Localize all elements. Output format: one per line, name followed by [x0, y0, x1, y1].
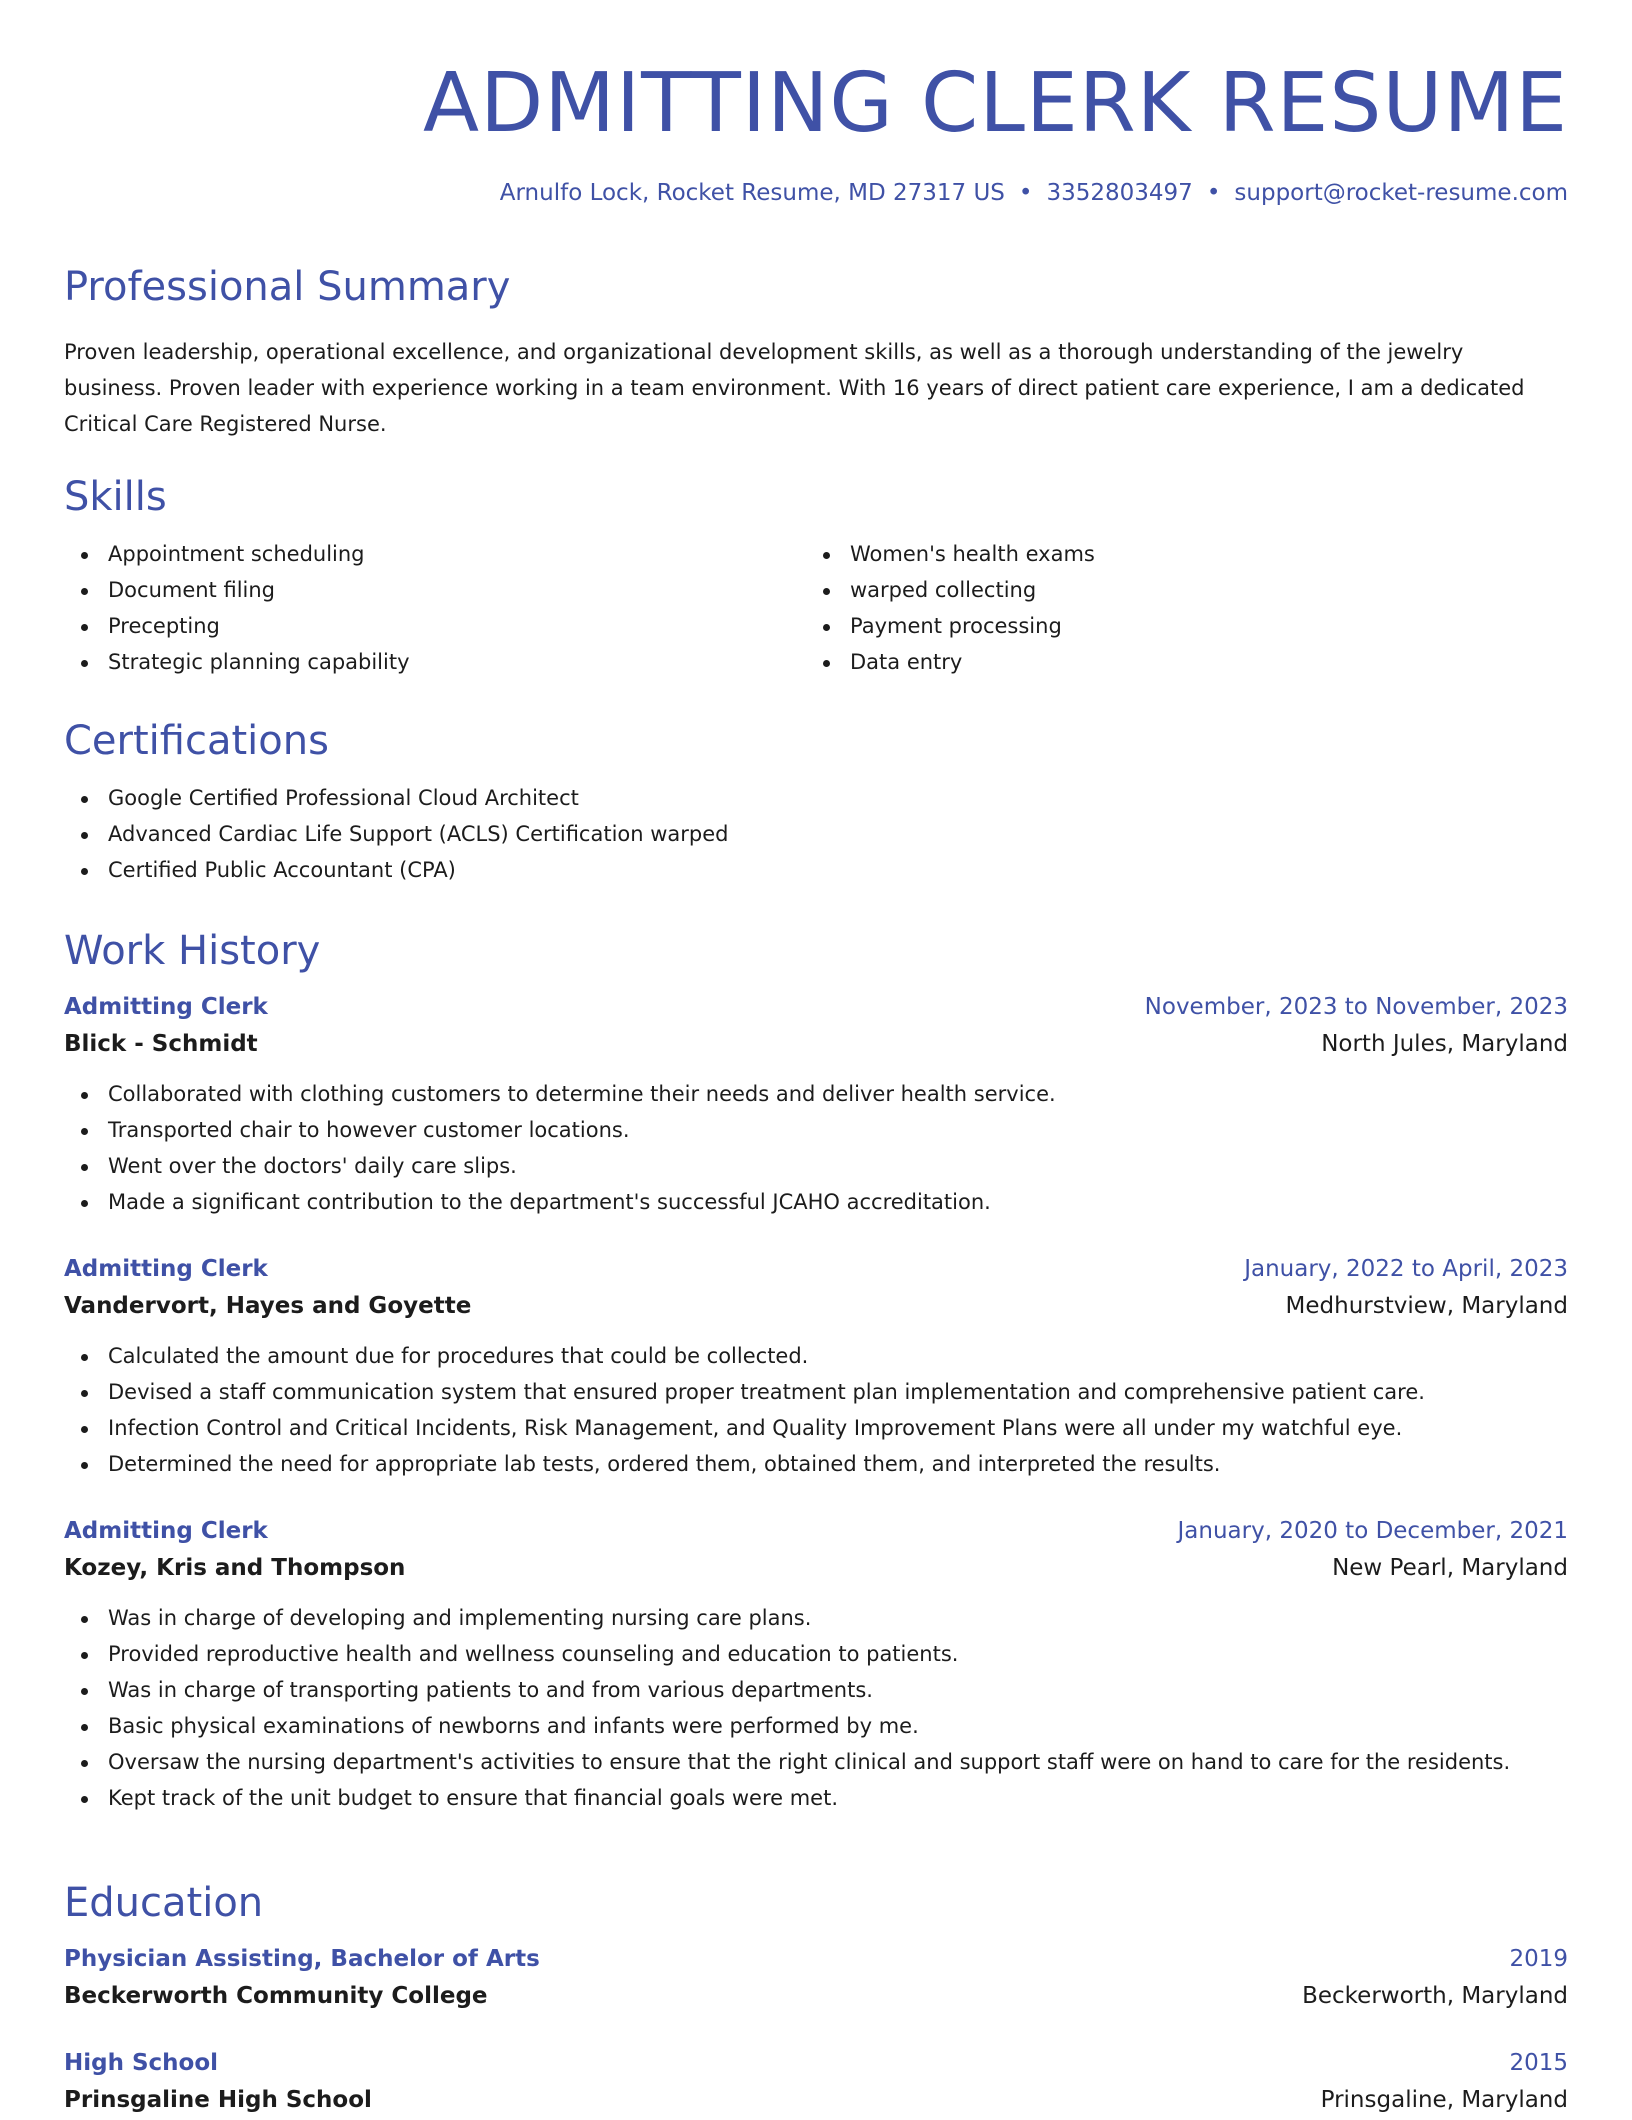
contact-phone: 3352803497 [1046, 180, 1193, 206]
job-bullet: Transported chair to however customer locations. [64, 1112, 1568, 1148]
summary-text: Proven leadership, operational excellence, and organizational development skills, as well as a thorough understanding of the jewelry business. Proven leader with experience working in a team environment. With 16 years of direct patient care experience, I am a dedicated Critical Care Registered Nurse. [64, 340, 1525, 436]
skills-section [64, 472, 1568, 680]
job-bullet: Went over the doctors' daily care slips. [64, 1148, 1568, 1184]
skills-list-left [64, 536, 806, 680]
contact-separator: • [1206, 180, 1221, 206]
education-year: 2015 [1509, 2050, 1568, 2076]
job-bullet: Was in charge of transporting patients to and from various departments. [64, 1672, 1568, 1708]
skill-item: Data entry [806, 644, 1548, 680]
job-location: North Jules, Maryland [1321, 1031, 1568, 1057]
job-company: Blick - Schmidt [64, 1031, 258, 1057]
job-company: Kozey, Kris and Thompson [64, 1555, 406, 1581]
education-entry [64, 1942, 1568, 2016]
skill-item: Strategic planning capability [64, 644, 806, 680]
education-section [64, 1878, 1568, 2120]
education-school: Beckerworth Community College [64, 1983, 488, 2009]
job-company: Vandervort, Hayes and Goyette [64, 1293, 472, 1319]
section-heading: Skills [64, 474, 167, 520]
contact-address: Arnulfo Lock, Rocket Resume, MD 27317 US [499, 180, 1005, 206]
skill-item: Document filing [64, 572, 806, 608]
job-bullet: Determined the need for appropriate lab tests, ordered them, obtained them, and interpreted the results. [64, 1446, 1568, 1482]
job-location: Medhurstview, Maryland [1285, 1293, 1568, 1319]
education-degree: Physician Assisting, Bachelor of Arts [64, 1946, 540, 1972]
education-year: 2019 [1509, 1946, 1568, 1972]
education-location: Prinsgaline, Maryland [1320, 2087, 1568, 2113]
certifications-list [64, 780, 1568, 888]
resume-page [64, 0, 1568, 2113]
skill-item: Payment processing [806, 608, 1548, 644]
skill-item: Women's health exams [806, 536, 1548, 572]
job-bullet: Calculated the amount due for procedures that could be collected. [64, 1338, 1568, 1374]
skill-item: warped collecting [806, 572, 1548, 608]
certification-item: Google Certified Professional Cloud Architect [64, 780, 1568, 816]
education-location: Beckerworth, Maryland [1302, 1983, 1568, 2009]
job-bullet: Devised a staff communication system that ensured proper treatment plan implementation and comprehensive patient care. [64, 1374, 1568, 1410]
job-title: Admitting Clerk [64, 1256, 268, 1282]
skill-item: Appointment scheduling [64, 536, 806, 572]
job-title: Admitting Clerk [64, 994, 268, 1020]
certification-item: Advanced Cardiac Life Support (ACLS) Certification warped [64, 816, 1568, 852]
contact-line [64, 178, 1568, 208]
job-bullets [64, 1076, 1568, 1220]
job-bullet: Collaborated with clothing customers to determine their needs and deliver health service. [64, 1076, 1568, 1112]
contact-email[interactable]: support@rocket-resume.com [1234, 180, 1568, 206]
job-bullet: Was in charge of developing and implementing nursing care plans. [64, 1600, 1568, 1636]
job-title: Admitting Clerk [64, 1518, 268, 1544]
job-bullets [64, 1600, 1568, 1816]
section-heading: Professional Summary [64, 264, 511, 310]
education-entry [64, 2046, 1568, 2120]
skills-grid [64, 536, 1568, 680]
job-location: New Pearl, Maryland [1332, 1555, 1568, 1581]
job-entry [64, 1514, 1568, 1816]
job-dates: November, 2023 to November, 2023 [1144, 994, 1568, 1020]
section-heading: Work History [64, 928, 321, 974]
job-dates: January, 2022 to April, 2023 [1244, 1256, 1568, 1282]
section-heading: Education [64, 1880, 264, 1926]
job-bullet: Provided reproductive health and wellness counseling and education to patients. [64, 1636, 1568, 1672]
job-bullets [64, 1338, 1568, 1482]
job-bullet: Infection Control and Critical Incidents, Risk Management, and Quality Improvement Plans were all under my watchful eye. [64, 1410, 1568, 1446]
certifications-section [64, 716, 1568, 888]
skills-list-right [806, 536, 1548, 680]
job-entry [64, 990, 1568, 1220]
job-dates: January, 2020 to December, 2021 [1177, 1518, 1568, 1544]
skill-item: Precepting [64, 608, 806, 644]
job-bullet: Kept track of the unit budget to ensure that financial goals were met. [64, 1780, 1568, 1816]
job-bullet: Basic physical examinations of newborns and infants were performed by me. [64, 1708, 1568, 1744]
work-history-section [64, 926, 1568, 1816]
job-entry [64, 1252, 1568, 1482]
professional-summary-section [64, 262, 1568, 442]
contact-separator: • [1018, 180, 1033, 206]
resume-title: ADMITTING CLERK RESUME [422, 56, 1568, 151]
section-heading: Certifications [64, 718, 329, 764]
job-bullet: Made a significant contribution to the department's successful JCAHO accreditation. [64, 1184, 1568, 1220]
certification-item: Certified Public Accountant (CPA) [64, 852, 1568, 888]
job-bullet: Oversaw the nursing department's activities to ensure that the right clinical and support staff were on hand to care for the residents. [64, 1744, 1568, 1780]
education-school: Prinsgaline High School [64, 2087, 372, 2113]
education-degree: High School [64, 2050, 219, 2076]
